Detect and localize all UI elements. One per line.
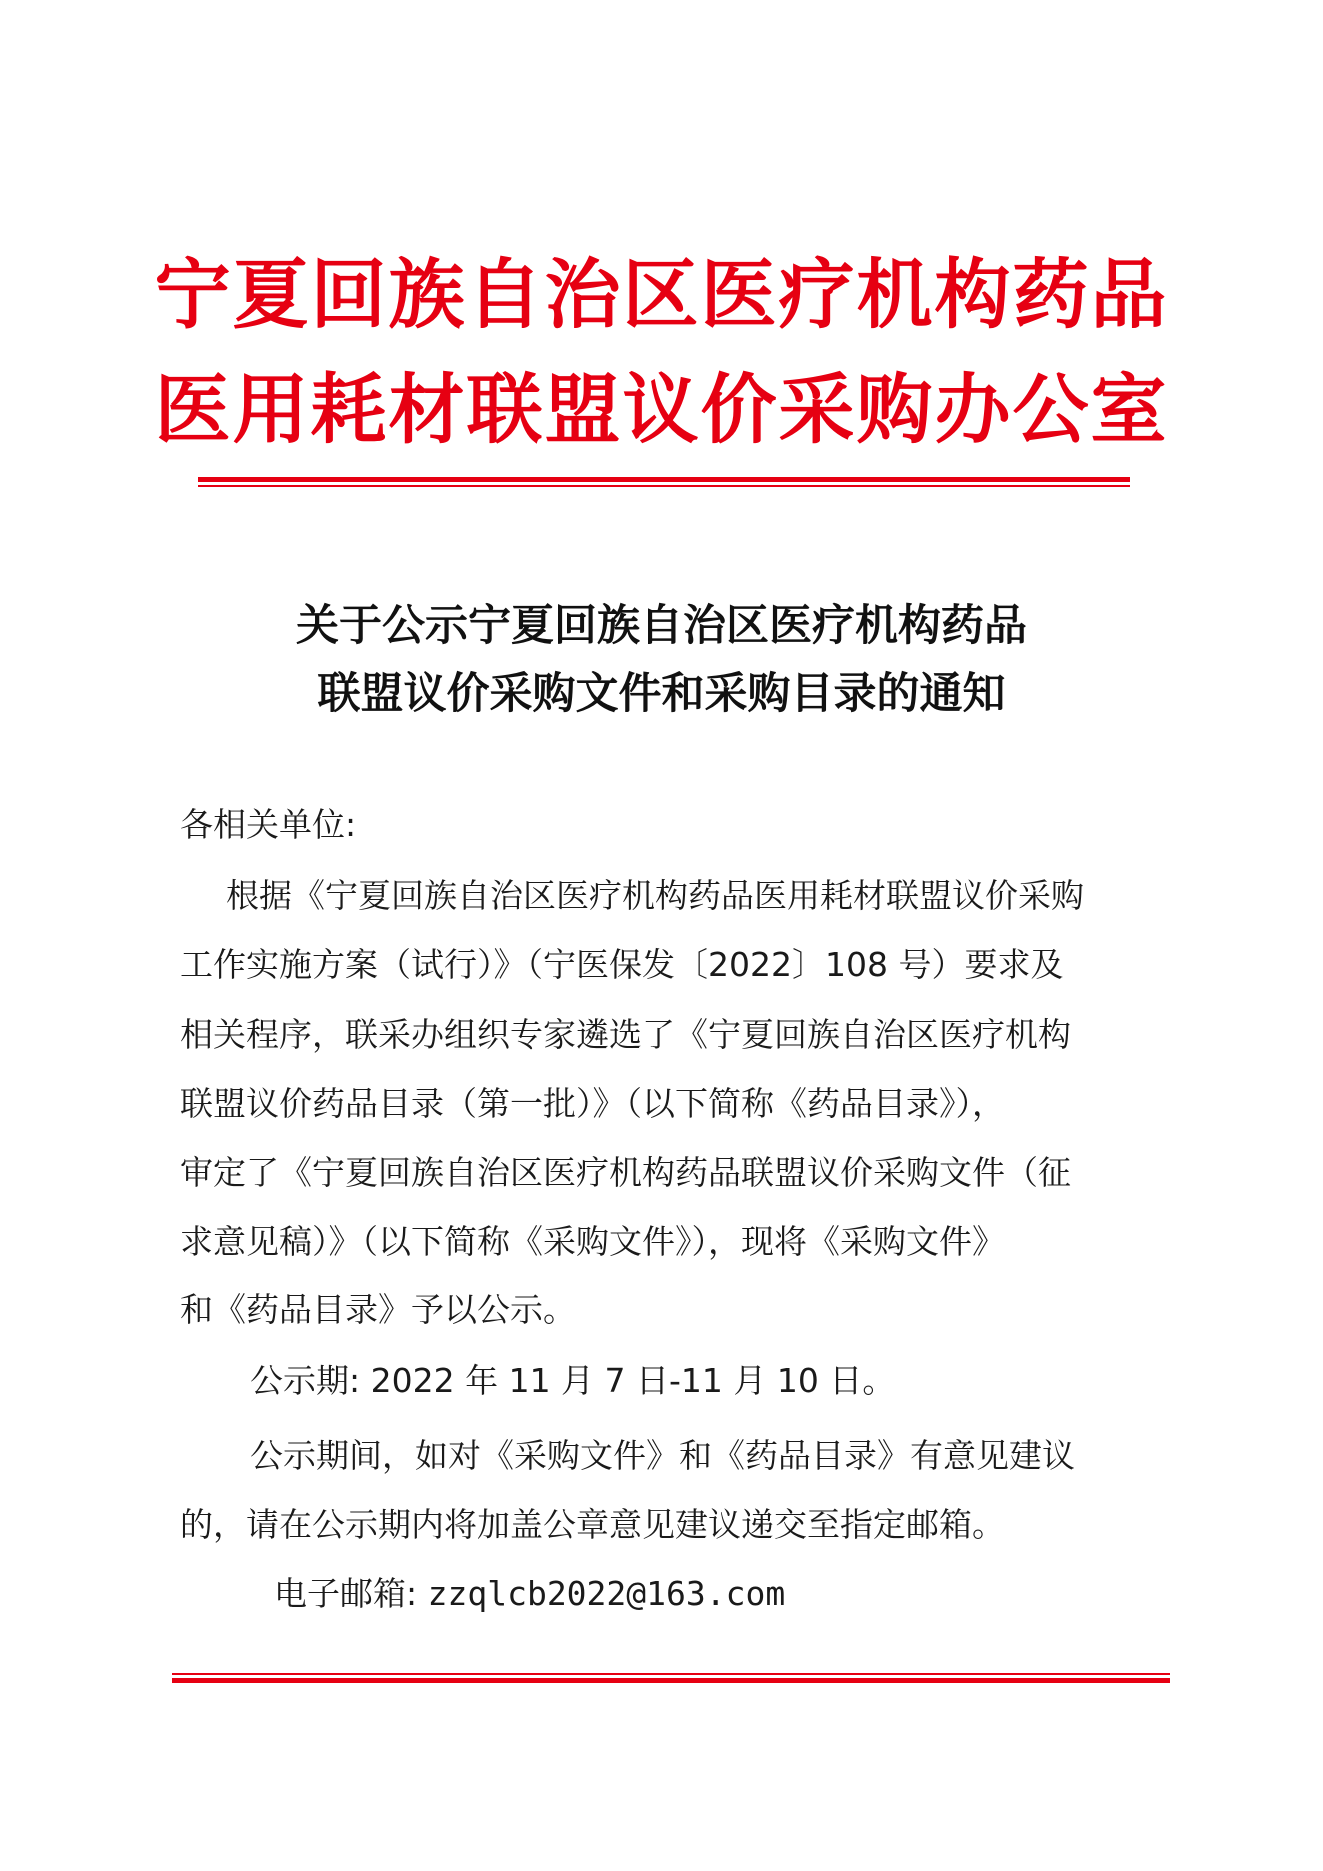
red-rule-thin [198,485,1130,487]
footer-rule-thick [172,1678,1170,1683]
paragraph1-line-5: 审定了《宁夏回族自治区医疗机构药品联盟议价采购文件（征 [180,1153,1071,1192]
email-label: 电子邮箱: [274,1574,428,1613]
publicity-period: 公示期: 2022 年 11 月 7 日-11 月 10 日。 [250,1361,896,1400]
paragraph1-line-3: 相关程序，联采办组织专家遴选了《宁夏回族自治区医疗机构 [180,1015,1071,1054]
notice-title-line-2: 联盟议价采购文件和采购目录的通知 [317,669,1006,719]
red-rule-thick [198,477,1130,482]
salutation: 各相关单位: [180,805,357,844]
letterhead-red-rule [198,477,1130,487]
paragraph1-line-1: 根据《宁夏回族自治区医疗机构药品医用耗材联盟议价采购 [226,876,1084,915]
paragraph1-line-7: 和《药品目录》予以公示。 [180,1290,576,1329]
paragraph1-line-6: 求意见稿）》（以下简称《采购文件》），现将《采购文件》 [180,1222,1005,1261]
paragraph3-line-1: 公示期间，如对《采购文件》和《药品目录》有意见建议 [250,1436,1075,1475]
footer-rule-thin [172,1673,1170,1675]
paragraph3-line-2: 的，请在公示期内将加盖公章意见建议递交至指定邮箱。 [180,1505,1005,1544]
letterhead-org-line-1: 宁夏回族自治区医疗机构药品 [154,250,1169,339]
paragraph1-line-4: 联盟议价药品目录（第一批）》（以下简称《药品目录》）， [180,1084,1005,1123]
email-address[interactable]: zzqlcb2022@163.com [427,1574,786,1613]
footer-red-rule [172,1673,1170,1683]
letterhead-org-line-2: 医用耗材联盟议价采购办公室 [154,365,1169,454]
email-row [274,1571,785,1617]
notice-title-line-1: 关于公示宁夏回族自治区医疗机构药品 [296,601,1027,651]
paragraph1-line-2: 工作实施方案（试行）》（宁医保发〔2022〕108 号）要求及 [180,945,1064,984]
